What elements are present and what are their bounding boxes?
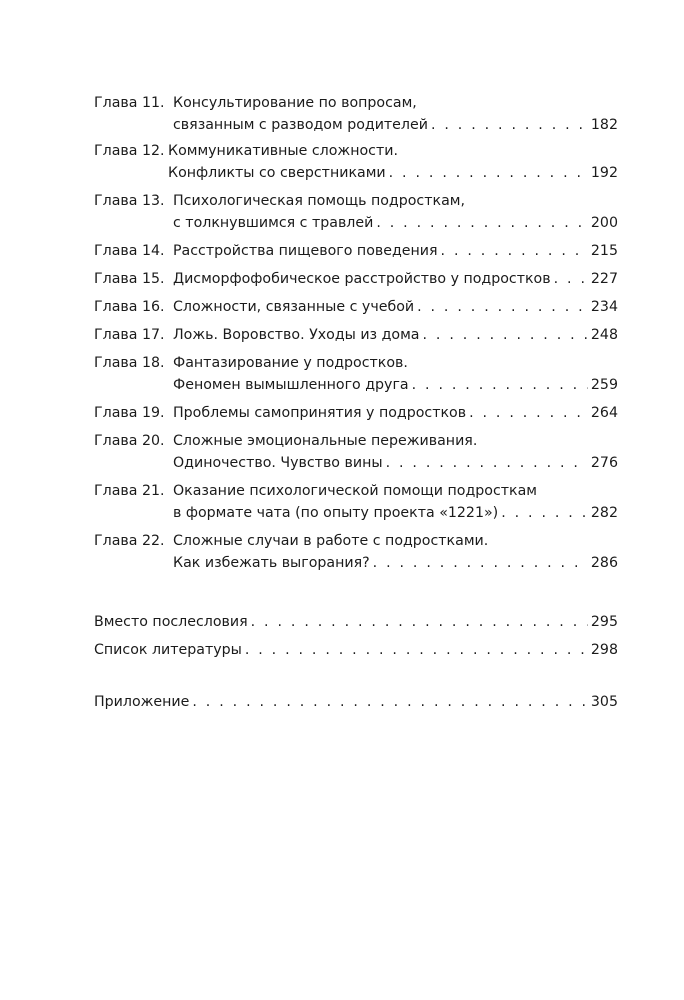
chapter-label: Глава 21.	[94, 483, 165, 499]
toc-entry-chapter-21	[94, 480, 618, 524]
dot-leader	[469, 402, 588, 424]
chapter-label: Глава 19.	[94, 405, 165, 421]
chapter-label: Глава 17.	[94, 327, 165, 343]
chapter-label: Глава 11.	[94, 95, 165, 111]
chapter-title-line: Одиночество. Чувство вины	[173, 455, 383, 471]
toc-entry-chapter-18	[94, 352, 618, 396]
dot-leader	[389, 162, 588, 184]
chapter-title-line: Фантазирование у подростков.	[173, 355, 408, 371]
chapter-title-line: Оказание психологической помощи подросткам	[173, 483, 538, 499]
dot-leader	[554, 268, 588, 290]
chapter-title-line: Проблемы самопринятия у подростков	[173, 405, 467, 421]
toc-entry-chapter-14	[94, 240, 618, 262]
toc-entry-afterword	[94, 611, 618, 633]
toc-entry-appendix	[94, 691, 618, 713]
dot-leader	[431, 114, 588, 136]
page-number: 282	[590, 505, 618, 521]
chapter-title-line: Дисморфофобическое расстройство у подростков	[173, 271, 551, 287]
toc-entry-chapter-12	[94, 140, 618, 184]
page-number: 305	[590, 694, 618, 710]
page-number: 259	[590, 377, 618, 393]
dot-leader	[251, 611, 588, 633]
page-number: 276	[590, 455, 618, 471]
dot-leader	[376, 212, 588, 234]
section-title: Вместо послесловия	[94, 614, 248, 630]
dot-leader	[386, 452, 588, 474]
chapter-title-line: Расстройства пищевого поведения	[173, 243, 438, 259]
chapter-title-line: Как избежать выгорания?	[173, 555, 370, 571]
page-number: 200	[590, 215, 618, 231]
chapter-title-line: Ложь. Воровство. Уходы из дома	[173, 327, 420, 343]
chapter-label: Глава 15.	[94, 271, 165, 287]
chapter-title-line: Конфликты со сверстниками	[168, 165, 386, 181]
chapter-title-line: Коммуникативные сложности.	[168, 143, 398, 159]
chapter-title-line: с толкнувшимся с травлей	[173, 215, 374, 231]
dot-leader	[441, 240, 588, 262]
page-number: 227	[590, 271, 618, 287]
page-number: 298	[590, 642, 618, 658]
chapter-title-line: связанным с разводом родителей	[173, 117, 428, 133]
chapter-label: Глава 14.	[94, 243, 165, 259]
page-number: 264	[590, 405, 618, 421]
dot-leader	[501, 502, 588, 524]
dot-leader	[423, 324, 588, 346]
chapter-label: Глава 20.	[94, 433, 165, 449]
page-number: 234	[590, 299, 618, 315]
toc-entry-chapter-17	[94, 324, 618, 346]
section-title: Приложение	[94, 694, 190, 710]
table-of-contents	[94, 92, 618, 713]
chapter-title-line: Психологическая помощь подросткам,	[173, 193, 465, 209]
page-number: 248	[590, 327, 618, 343]
toc-entry-chapter-22	[94, 530, 618, 574]
dot-leader	[412, 374, 588, 396]
toc-entry-chapter-13	[94, 190, 618, 234]
dot-leader	[192, 691, 588, 713]
page-number: 182	[590, 117, 618, 133]
chapter-label: Глава 12.	[94, 143, 165, 159]
toc-entry-chapter-16	[94, 296, 618, 318]
chapter-title-line: Сложные эмоциональные переживания.	[173, 433, 478, 449]
toc-entry-chapter-20	[94, 430, 618, 474]
chapter-label: Глава 16.	[94, 299, 165, 315]
toc-entry-chapter-15	[94, 268, 618, 290]
page-number: 215	[590, 243, 618, 259]
dot-leader	[245, 639, 588, 661]
toc-entry-chapter-11	[94, 92, 618, 136]
chapter-label: Глава 18.	[94, 355, 165, 371]
section-title: Список литературы	[94, 642, 242, 658]
toc-entry-references	[94, 639, 618, 661]
chapter-title-line: в формате чата (по опыту проекта «1221»)	[173, 505, 499, 521]
dot-leader	[417, 296, 588, 318]
chapter-title-line: Сложности, связанные с учебой	[173, 299, 415, 315]
toc-entry-chapter-19	[94, 402, 618, 424]
chapter-title-line: Сложные случаи в работе с подростками.	[173, 533, 489, 549]
chapter-label: Глава 13.	[94, 193, 165, 209]
page-number: 192	[590, 165, 618, 181]
page-number: 286	[590, 555, 618, 571]
chapter-title-line: Консультирование по вопросам,	[173, 95, 417, 111]
chapter-label: Глава 22.	[94, 533, 165, 549]
dot-leader	[373, 552, 588, 574]
page-number: 295	[590, 614, 618, 630]
chapter-title-line: Феномен вымышленного друга	[173, 377, 409, 393]
